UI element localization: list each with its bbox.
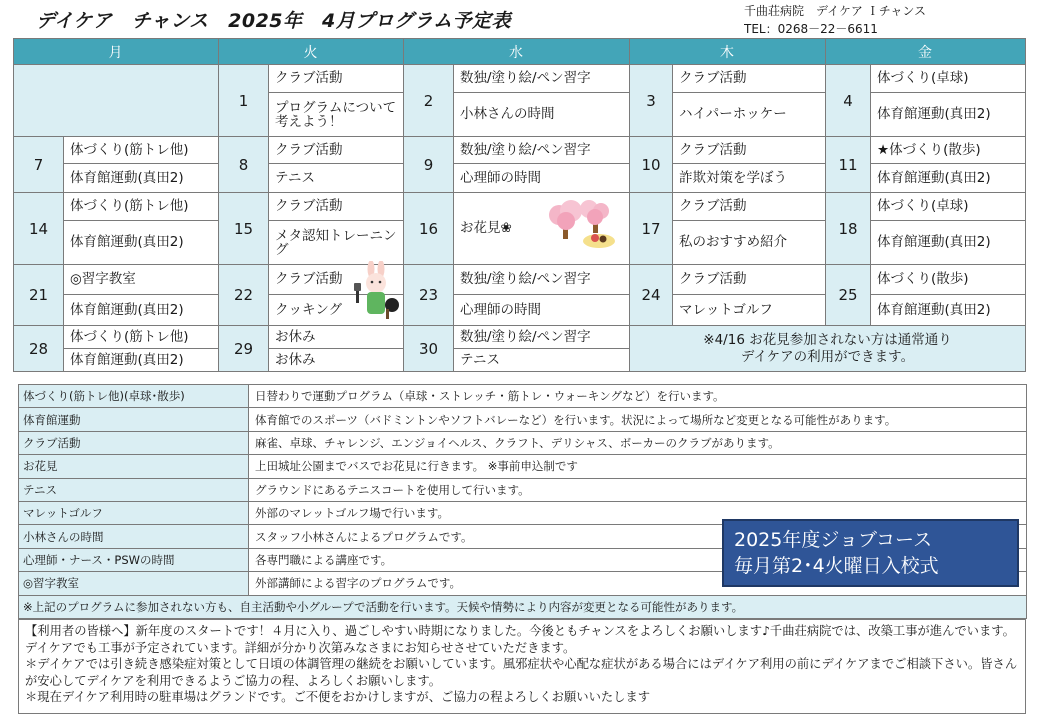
activity-cell: クラブ活動 (673, 65, 826, 93)
activity-cell: クラブ活動 (269, 193, 404, 221)
activity-cell: 体づくり(筋トレ他) (64, 193, 219, 221)
activity-cell: マレットゴルフ (673, 295, 826, 326)
day-number: 25 (826, 265, 871, 326)
activity-cell: 数独/塗り絵/ペン習字 (454, 326, 630, 349)
activity-cell: 数独/塗り絵/ペン習字 (454, 137, 630, 164)
program-detail: 体育館でのスポーツ（バドミントンやソフトバレーなど）を行います。状況によって場所など変更となる可能性があります。 (249, 408, 1027, 431)
program-name: ◎習字教室 (19, 572, 249, 595)
program-name: テニス (19, 478, 249, 501)
activity-cell: テニス (454, 349, 630, 372)
activity-cell: プログラムについて考えよう！ (269, 93, 404, 137)
activity-cell: 体づくり(卓球) (871, 193, 1026, 221)
program-detail: 各専門職による講座です。 (249, 548, 1027, 571)
day-number: 7 (14, 137, 64, 193)
weekday-tue: 火 (219, 39, 404, 65)
activity-cell: 体づくり(筋トレ他) (64, 326, 219, 349)
activity-cell: 体づくり(散歩) (871, 265, 1026, 295)
activity-cell: テニス (269, 164, 404, 193)
activity-cell: 体づくり(卓球) (871, 65, 1026, 93)
activity-cell: 体育館運動(真田2) (871, 93, 1026, 137)
activity-cell-cooking (269, 295, 404, 326)
program-name: マレットゴルフ (19, 501, 249, 524)
day-number: 28 (14, 326, 64, 372)
cherry-blossom-trees-icon (549, 197, 621, 251)
day-number: 18 (826, 193, 871, 265)
program-name: 心理師・ナース・PSWの時間 (19, 548, 249, 571)
activity-cell: 体育館運動(真田2) (64, 221, 219, 265)
program-detail: グラウンドにあるテニスコートを使用して行います。 (249, 478, 1027, 501)
description-row (19, 478, 1027, 501)
day-number: 1 (219, 65, 269, 137)
day-number: 10 (630, 137, 673, 193)
day-number: 22 (219, 265, 269, 326)
hospital-phone: TEL：0268－22－6611 (744, 22, 878, 36)
activity-cell: メタ認知トレーニング (269, 221, 404, 265)
program-detail: 麻雀、卓球、チャレンジ、エンジョイヘルス、クラフト、デリシャス、ボーカーのクラブがあります。 (249, 431, 1027, 454)
day-number: 17 (630, 193, 673, 265)
program-name: お花見 (19, 455, 249, 478)
day-number: 11 (826, 137, 871, 193)
activity-cell: クラブ活動 (269, 65, 404, 93)
activity-label: クッキング (275, 301, 343, 318)
activity-cell: お休み (269, 326, 404, 349)
activity-cell-hanami (454, 193, 630, 265)
day-number: 21 (14, 265, 64, 326)
activity-cell: 詐欺対策を学ぼう (673, 164, 826, 193)
notice-paragraph: ＊現在デイケア利用時の駐車場はグランドです。ご不便をおかけしますが、ご協力の程よろしくお願いいたします (25, 690, 651, 705)
note-line-1: ※4/16 お花見参加されない方は通常通り (703, 331, 952, 348)
activity-cell: 数独/塗り絵/ペン習字 (454, 265, 630, 295)
activity-cell: 心理師の時間 (454, 295, 630, 326)
activity-cell: 小林さんの時間 (454, 93, 630, 137)
rabbit-cook-icon (353, 261, 401, 323)
day-number: 30 (404, 326, 454, 372)
day-number: 24 (630, 265, 673, 326)
day-number: 23 (404, 265, 454, 326)
activity-cell: お休み (269, 349, 404, 372)
description-footnote-row (19, 595, 1027, 618)
program-detail: スタッフ小林さんによるプログラムです。 (249, 525, 1027, 548)
weekday-wed: 水 (404, 39, 630, 65)
day-number: 9 (404, 137, 454, 193)
page-title: デイケア チャンス 2025年 4月プログラム予定表 (36, 10, 512, 32)
note-line-2: デイケアの利用ができます。 (740, 348, 915, 365)
program-name: クラブ活動 (19, 431, 249, 454)
notice-paragraph: ＊デイケアでは引き続き感染症対策として日頃の体調管理の継続をお願いしています。風邪症状や心配な症状がある場合にはデイケア利用の前にデイケアまでご相談下さい。皆さんが安心してデイケアを利用できるようご協力の程、よろしくお願いします。 (25, 657, 1018, 688)
calendar-table (13, 38, 1026, 372)
weekday-mon: 月 (14, 39, 219, 65)
activity-cell: ★体づくり(散歩) (871, 137, 1026, 164)
job-course-box (722, 519, 1019, 587)
day-number: 16 (404, 193, 454, 265)
day-number: 4 (826, 65, 871, 137)
activity-cell: 数独/塗り絵/ペン習字 (454, 65, 630, 93)
program-name: 体育館運動 (19, 408, 249, 431)
program-name: 体づくり(筋トレ他)(卓球･散歩) (19, 385, 249, 408)
notice-box (18, 619, 1026, 714)
description-row (19, 385, 1027, 408)
weekday-fri: 金 (826, 39, 1026, 65)
weekday-thu: 木 (630, 39, 826, 65)
activity-cell: 心理師の時間 (454, 164, 630, 193)
activity-cell: 体育館運動(真田2) (64, 349, 219, 372)
activity-cell: 私のおすすめ紹介 (673, 221, 826, 265)
program-name: 小林さんの時間 (19, 525, 249, 548)
program-detail: 外部のマレットゴルフ場で行います。 (249, 501, 1027, 524)
activity-cell: 体育館運動(真田2) (871, 221, 1026, 265)
activity-cell: ◎習字教室 (64, 265, 219, 295)
empty-cell (14, 65, 219, 137)
day-number: 15 (219, 193, 269, 265)
program-detail: 上田城址公園までバスでお花見に行きます。 ※事前申込制です (249, 455, 1027, 478)
notice-paragraph: 【利用者の皆様へ】新年度のスタートです！４月に入り、過ごしやすい時期になりました。今後ともチャンスをよろしくお願いします♪千曲荘病院では、改築工事が進んでいます。デイケアでも工事が予定されています。詳細が分かり次第みなさまにお知らせさせていただきます。 (25, 624, 1015, 655)
activity-cell: 体育館運動(真田2) (871, 295, 1026, 326)
hospital-name: 千曲荘病院 デイケア Ｉチャンス (744, 4, 927, 18)
day-number: 8 (219, 137, 269, 193)
program-detail: 外部講師による習字のプログラムです。 (249, 572, 1027, 595)
activity-cell: クラブ活動 (673, 265, 826, 295)
day-number: 29 (219, 326, 269, 372)
activity-cell: ハイパーホッケー (673, 93, 826, 137)
activity-cell: クラブ活動 (269, 137, 404, 164)
activity-cell: クラブ活動 (673, 137, 826, 164)
activity-cell: クラブ活動 (269, 265, 404, 295)
activity-label: お花見❀ (460, 220, 512, 236)
day-number: 3 (630, 65, 673, 137)
activity-cell: 体育館運動(真田2) (871, 164, 1026, 193)
program-detail: 日替わりで運動プログラム（卓球・ストレッチ・筋トレ・ウォーキングなど）を行います。 (249, 385, 1027, 408)
description-footnote: ※上記のプログラムに参加されない方も、自主活動や小グループで活動を行います。天候や情勢により内容が変更となる可能性があります。 (19, 595, 1027, 618)
day-number: 14 (14, 193, 64, 265)
job-course-schedule: 毎月第2･4火曜日入校式 (734, 555, 939, 577)
weekday-header-row (14, 39, 1026, 65)
hanami-note (630, 326, 1026, 372)
activity-cell: 体づくり(筋トレ他) (64, 137, 219, 164)
day-number: 2 (404, 65, 454, 137)
description-row (19, 455, 1027, 478)
activity-cell: 体育館運動(真田2) (64, 164, 219, 193)
description-row (19, 431, 1027, 454)
description-row (19, 408, 1027, 431)
activity-cell: クラブ活動 (673, 193, 826, 221)
activity-cell: 体育館運動(真田2) (64, 295, 219, 326)
job-course-title: 2025年度ジョブコース (734, 529, 933, 551)
